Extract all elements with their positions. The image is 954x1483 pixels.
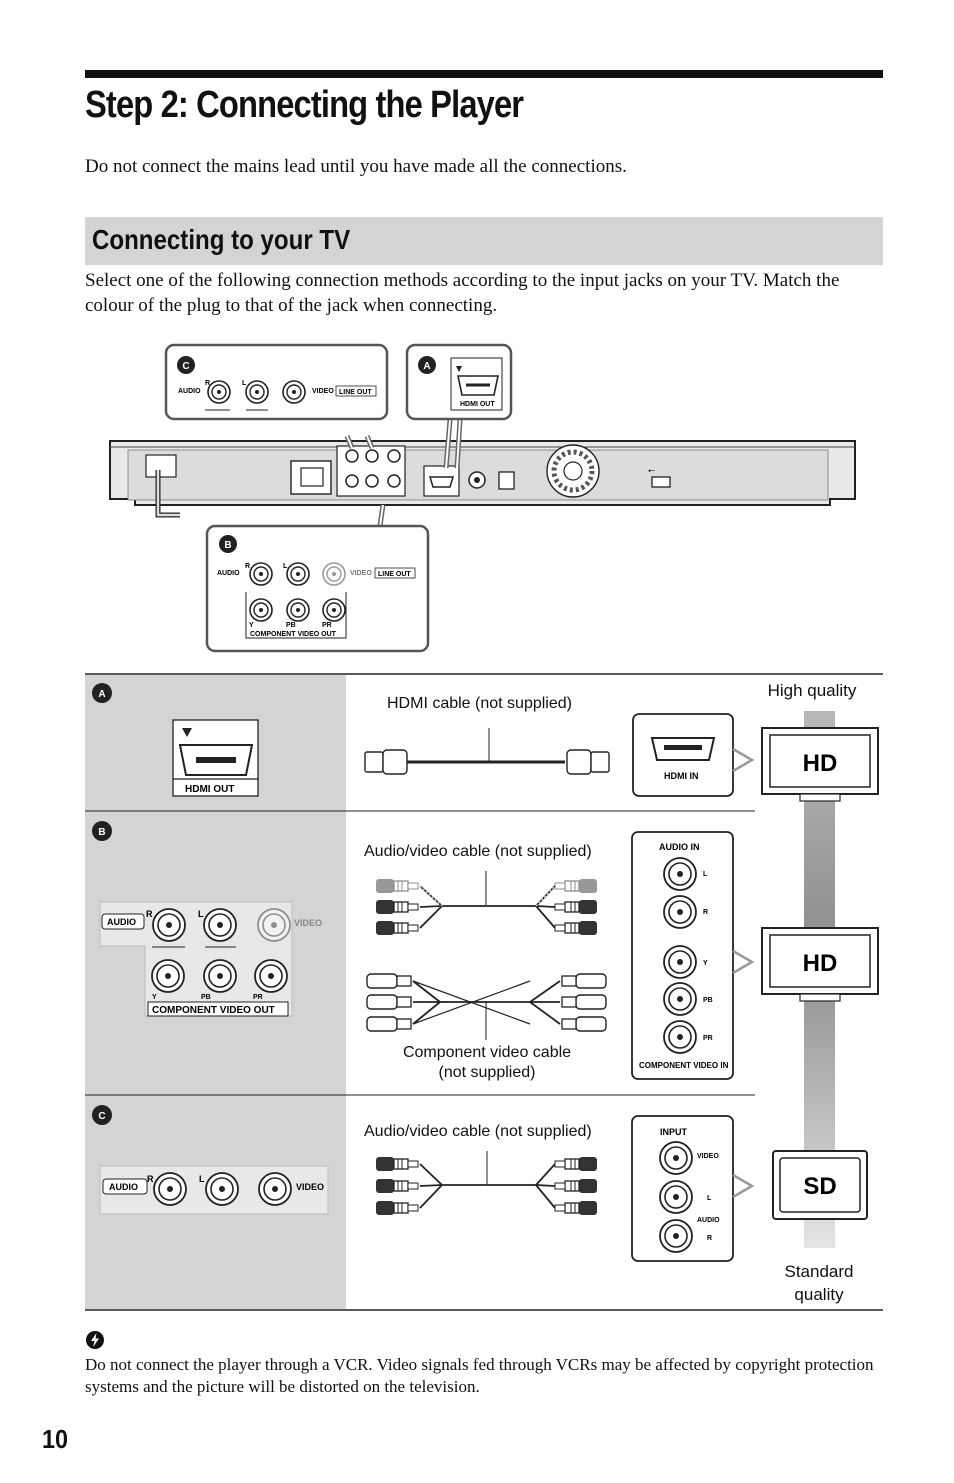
row-c-audio-r-jack [154, 1173, 186, 1205]
badge-b-letter: B [224, 540, 232, 551]
row-a-cable-label: HDMI cable (not supplied) [387, 695, 572, 712]
callout-b [207, 526, 428, 651]
tv-video-jack [660, 1142, 692, 1174]
tv-component-in-label: COMPONENT VIDEO IN [639, 1061, 729, 1070]
high-quality-label: High quality [767, 681, 857, 700]
standard-quality-label-1: Standard [784, 1262, 854, 1281]
tv-y-jack [664, 946, 696, 978]
arrow-to-tv-b [733, 951, 752, 973]
callout-a [407, 345, 511, 419]
hdmi-cable [365, 750, 609, 774]
tv-hd-middle [762, 928, 878, 1001]
row-c-video-label: VIDEO [296, 1182, 325, 1192]
row-b-comp-cable-label-2: (not supplied) [438, 1064, 536, 1081]
tv-y-label: Y [703, 960, 708, 967]
row-b-component-out-label: COMPONENT VIDEO OUT [152, 1005, 275, 1016]
row-b-video-label: VIDEO [294, 918, 323, 928]
tv-input-r-jack [660, 1220, 692, 1252]
row-b-audio-l-jack [204, 909, 236, 941]
row-b-av-cable-label: Audio/video cable (not supplied) [364, 843, 592, 860]
mains-socket [146, 455, 176, 477]
row-b-video-jack [258, 909, 290, 941]
tv-input-l-jack [660, 1181, 692, 1213]
callout-b-component-out: COMPONENT VIDEO OUT [250, 631, 336, 638]
callout-c-line-out: LINE OUT [339, 389, 372, 396]
tv-sd-label: SD [803, 1173, 837, 1200]
tv-input-r-label: R [707, 1235, 713, 1242]
row-a-badge-letter: A [98, 689, 106, 700]
row-b-audio-label: AUDIO [107, 917, 136, 927]
tv-audio-l-label: L [703, 871, 708, 878]
player-rear-panel [110, 441, 855, 515]
row-c-r: R [147, 1174, 154, 1184]
tv-audio-r-jack [664, 896, 696, 928]
callout-b-l: L [283, 563, 288, 570]
row-b-r: R [146, 909, 153, 919]
callout-b-video-label: VIDEO [350, 570, 372, 577]
callout-b-pr: PR [322, 622, 332, 629]
callout-c-video-jack [283, 381, 305, 403]
tv-audio-r-label: R [703, 909, 709, 916]
row-b-pb-jack [204, 960, 236, 992]
callout-b-video-jack [323, 563, 345, 585]
callout-b-audio-r-jack [250, 563, 272, 585]
tv-video-label: VIDEO [697, 1153, 719, 1160]
row-c-av-cable-label: Audio/video cable (not supplied) [364, 1123, 592, 1140]
tv-input-audio-label: AUDIO [697, 1217, 720, 1224]
tv-hd-top-label: HD [802, 750, 838, 777]
badge-c-letter: C [182, 361, 190, 372]
callout-b-pb-jack [287, 599, 309, 621]
caution-note: Do not connect the player through a VCR. Video signals fed through VCRs may be affected by copyright protection systems and the picture will be distorted on the television. [85, 1355, 874, 1396]
tv-pb-label: PB [703, 997, 713, 1004]
cooling-fan [547, 445, 599, 497]
callout-b-audio-label: AUDIO [217, 570, 240, 577]
callout-b-y: Y [249, 622, 254, 629]
callout-b-y-jack [250, 599, 272, 621]
page-title: Step 2: Connecting the Player [85, 84, 524, 126]
row-c-audio-l-jack [206, 1173, 238, 1205]
tv-input-label: INPUT [660, 1127, 687, 1137]
callout-b-line-out: LINE OUT [378, 571, 411, 578]
section-title: Connecting to your TV [92, 224, 351, 255]
callout-c-audio-label: AUDIO [178, 388, 201, 395]
row-a-hdmi-out-label: HDMI OUT [185, 784, 235, 795]
page-number: 10 [42, 1424, 69, 1454]
row-b-badge-letter: B [98, 827, 106, 838]
callout-b-pr-jack [323, 599, 345, 621]
tv-hdmi-in-label: HDMI IN [664, 771, 699, 781]
tv-pb-jack [664, 983, 696, 1015]
row-b-y-jack [152, 960, 184, 992]
standard-quality-label-2: quality [794, 1285, 844, 1304]
row-b-audio-r-jack [153, 909, 185, 941]
row-c-badge-letter: C [98, 1111, 106, 1122]
tv-audio-l-jack [664, 858, 696, 890]
tv-input-l-label: L [707, 1195, 712, 1202]
tv-sd [773, 1151, 867, 1219]
usb-port [652, 477, 670, 487]
tv-hd-middle-label: HD [802, 950, 838, 977]
tv-pr-jack [664, 1021, 696, 1053]
caution-icon [85, 1330, 105, 1350]
callout-c-r: R [205, 380, 211, 387]
row-c-l: L [199, 1174, 205, 1184]
tv-hd-top [762, 728, 878, 801]
callout-b-pb: PB [286, 622, 296, 629]
row-b-comp-cable-label-1: Component video cable [402, 1044, 572, 1061]
arrow-to-tv-a [733, 749, 752, 771]
callout-c-audio-r-jack [208, 381, 230, 403]
optical-jack [499, 472, 514, 489]
row-b-pr: PR [253, 994, 263, 1001]
arrow-to-tv-c [733, 1175, 752, 1197]
row-b-pr-jack [255, 960, 287, 992]
row-c-video-jack [259, 1173, 291, 1205]
callout-c-audio-l-jack [246, 381, 268, 403]
section-paragraph: Select one of the following connection methods according to the input jacks on your TV. Match the colour of the plug to that of the jack when connecting. [85, 270, 840, 316]
row-b-pb: PB [201, 994, 211, 1001]
intro-text: Do not connect the mains lead until you have made all the connections. [85, 156, 627, 177]
callout-c [166, 345, 387, 419]
tv-audio-in-label: AUDIO IN [659, 842, 700, 852]
row-b-l: L [198, 909, 204, 919]
callout-c-video-label: VIDEO [312, 388, 334, 395]
svg-text:⭠: ⭠ [648, 465, 656, 475]
tv-pr-label: PR [703, 1035, 713, 1042]
callout-c-l: L [242, 380, 247, 387]
callout-b-audio-l-jack [287, 563, 309, 585]
callout-b-r: R [245, 563, 251, 570]
badge-a-letter: A [423, 361, 431, 372]
row-c-audio-label: AUDIO [109, 1182, 138, 1192]
row-b-y: Y [152, 994, 157, 1001]
callout-a-hdmi-out: HDMI OUT [460, 401, 495, 408]
quality-scale [762, 681, 878, 1304]
